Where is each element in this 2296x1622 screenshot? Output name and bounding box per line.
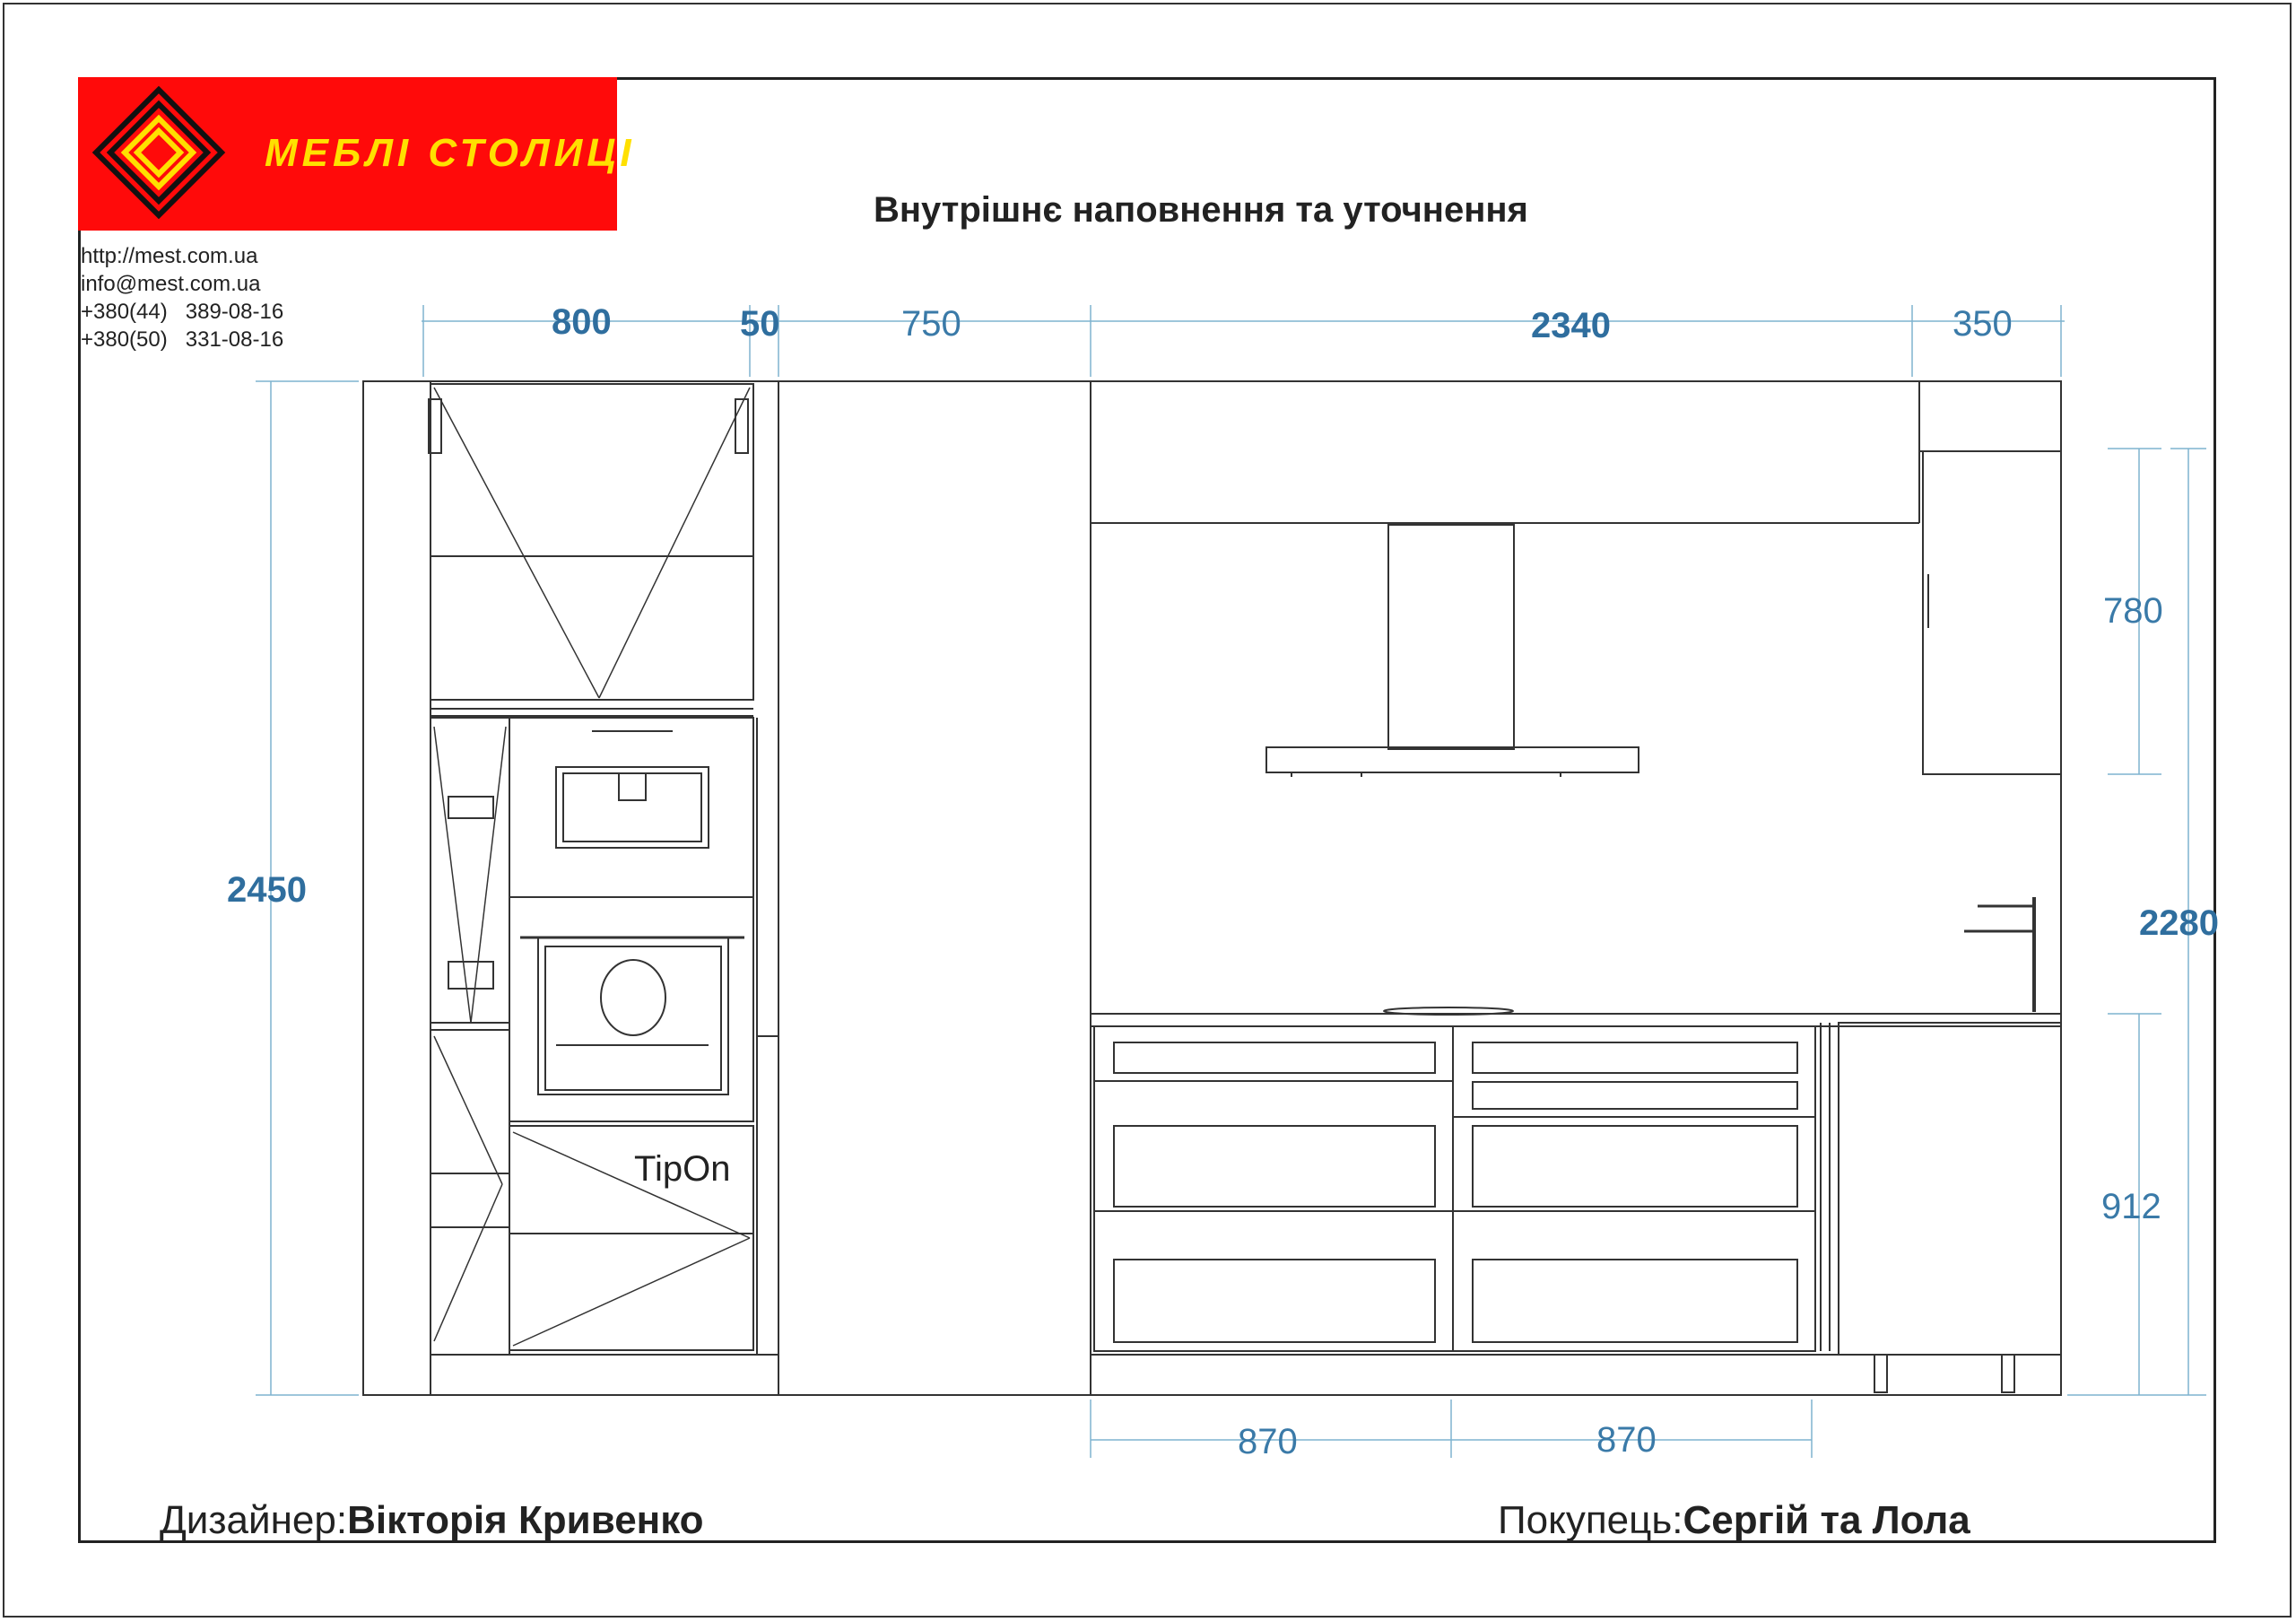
customer-credit (1498, 1498, 1970, 1543)
designer-name: Вікторія Кривенко (347, 1498, 704, 1542)
phone-2: +380(50) 331-08-16 (81, 327, 284, 352)
countertop (1091, 1014, 2061, 1026)
dimension-50: 50 (740, 304, 780, 344)
sink-cabinet (1839, 1023, 2061, 1355)
email-link[interactable]: info@mest.com.ua (81, 272, 261, 296)
base-cabinet-left (1094, 1026, 1453, 1351)
brand-name: МЕБЛІ СТОЛИЦІ (265, 131, 636, 175)
dimension-870-right: 870 (1596, 1420, 1657, 1460)
dimension-2280: 2280 (2139, 903, 2219, 943)
hood-chimney (1388, 525, 1514, 749)
dimension-2450: 2450 (227, 870, 307, 910)
hood-canopy (1266, 747, 1639, 772)
customer-name: Сергій та Лола (1683, 1498, 1970, 1542)
customer-label: Покупець: (1498, 1498, 1683, 1542)
dimension-780: 780 (2103, 591, 2163, 631)
coffee-machine (509, 718, 753, 897)
dimension-912: 912 (2101, 1187, 2161, 1226)
dimension-2340: 2340 (1531, 306, 1611, 345)
lift-cabinet (430, 384, 753, 700)
phone-1: +380(44) 389-08-16 (81, 300, 284, 324)
overall-outline (363, 381, 2061, 1395)
dimension-870-left: 870 (1238, 1422, 1298, 1461)
designer-credit (160, 1498, 704, 1543)
base-cabinet-right (1453, 1026, 1815, 1351)
designer-label: Дизайнер: (160, 1498, 348, 1542)
dimension-750: 750 (901, 304, 961, 344)
tipon-label: TipOn (634, 1149, 731, 1189)
page-title: Внутрішнє наповнення та уточнення (874, 190, 1528, 230)
website-link[interactable]: http://mest.com.ua (81, 244, 258, 268)
dimension-800: 800 (552, 302, 612, 342)
dimension-350: 350 (1952, 304, 2013, 344)
wall-cabinet (1923, 451, 2061, 774)
